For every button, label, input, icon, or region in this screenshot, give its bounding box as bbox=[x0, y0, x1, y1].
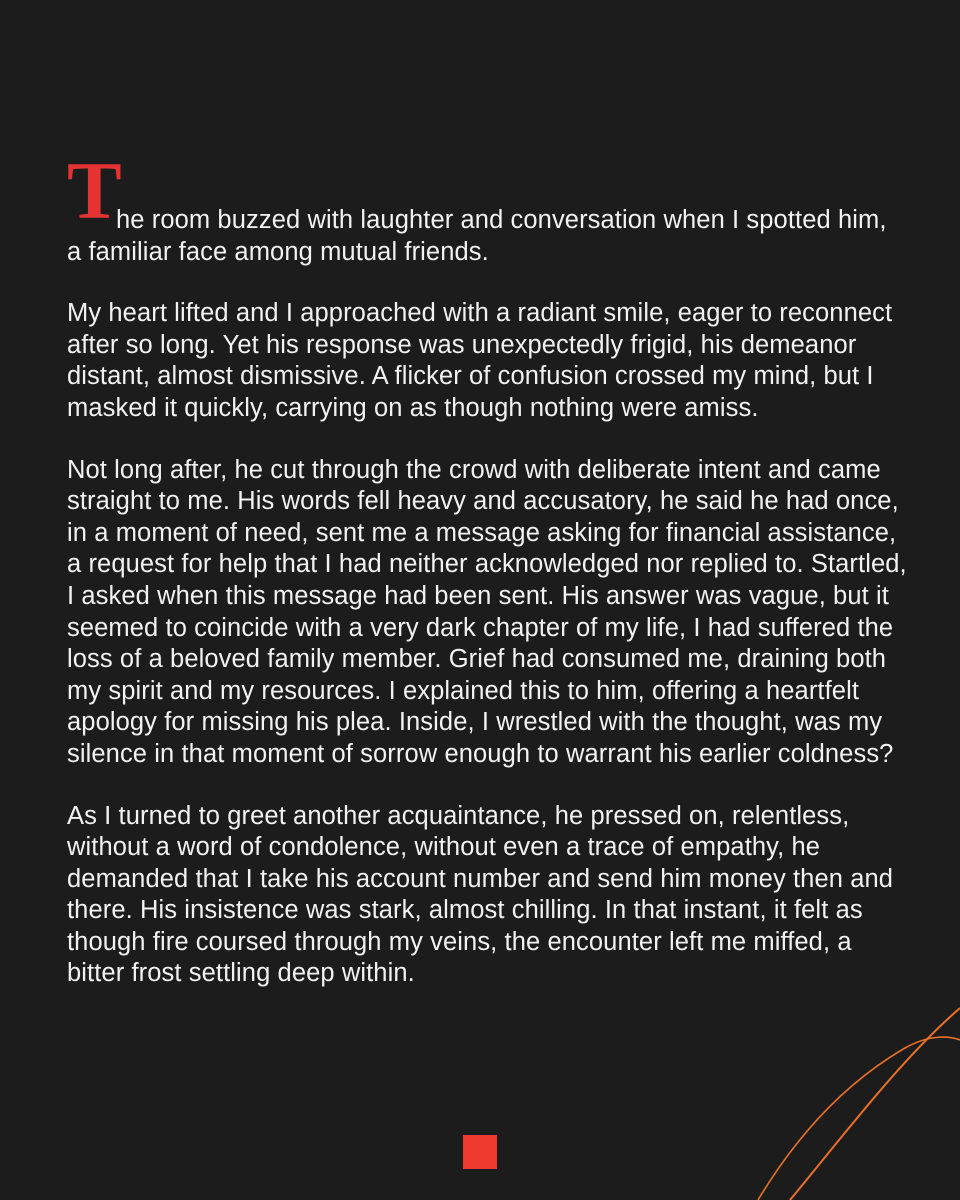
decorative-curve-line-2 bbox=[758, 1037, 960, 1200]
paragraph-4: As I turned to greet another acquaintance, he pressed on, relentless, without a word of condolence, without even a trace of empathy, he demanded that I take his account number and send him money then and there. His insistence was stark, almost chilling. In that instant, it felt as though fire coursed through my veins, the encounter left me miffed, a bitter frost settling deep within. bbox=[67, 801, 894, 988]
drop-cap: T bbox=[67, 145, 122, 236]
paragraph-1: he room buzzed with laughter and conversation when I spotted him, a familiar face among mutual friends. bbox=[67, 206, 887, 266]
paragraph-2: My heart lifted and I approached with a radiant smile, eager to reconnect after so long. Yet his response was unexpectedly frigid, his demeanor distant, almost dismissive. A flicker of confusion crossed my mind, but I masked it quickly, carrying on as though nothing were amiss. bbox=[67, 299, 893, 422]
paragraph-3: Not long after, he cut through the crowd with deliberate intent and came straight to me. His words fell heavy and accusatory, he said he had once, in a moment of need, sent me a message asking for financial assistance, a request for help that I had neither acknowledged nor replied to. Startled, I asked when this message had been sent. His answer was vague, but it seemed to coincide with a very dark chapter of my life, I had suffered the loss of a beloved family member. Grief had consumed me, draining both my spirit and my resources. I explained this to him, offering a heartfelt apology for missing his plea. Inside, I wrestled with the thought, was my silence in that moment of sorrow enough to warrant his earlier coldness? bbox=[67, 455, 907, 768]
decorative-curve-line-1 bbox=[790, 1008, 960, 1200]
